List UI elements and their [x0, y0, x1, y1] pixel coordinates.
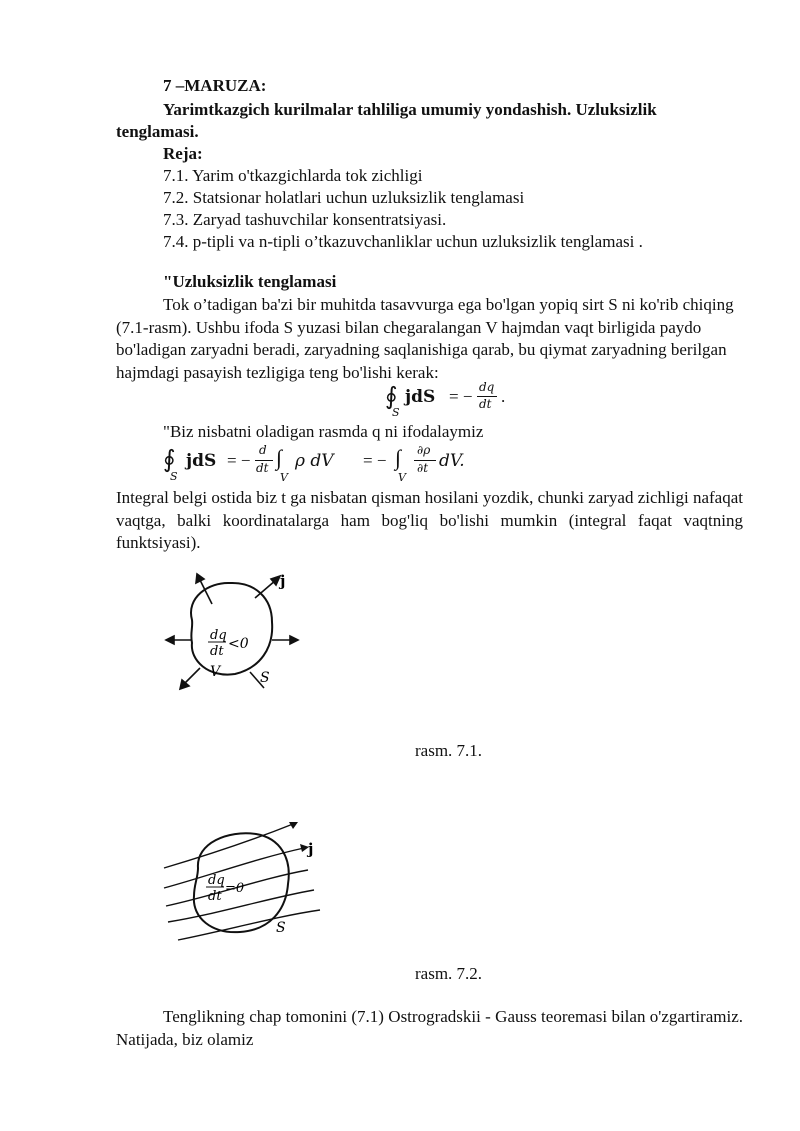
lecture-number: 7 –MARUZA:: [163, 76, 267, 95]
fraction-denominator: dt: [256, 461, 269, 475]
plan-item: 7.4. p-tipli va n-tipli o’tkazuvchanliklar uchun uzluksizlik tenglamasi .: [163, 232, 643, 251]
integral-subscript: V: [280, 471, 288, 484]
integral-subscript: V: [398, 471, 406, 484]
equation-sign: = −: [227, 451, 251, 470]
section-heading: "Uzluksizlik tenglamasi: [163, 272, 337, 291]
paragraph: Integral belgi ostida biz t ga nisbatan qisman hosilani yozdik, chunki zaryad zichligi nafaqat vaqtga, balki koordinatalarga ham bog'liq bo'lishi mumkin (integral faqat vaqtning funktsiyasi).: [116, 488, 743, 552]
figure-label-dq: dq: [208, 873, 225, 888]
flux-arrow: [255, 580, 276, 598]
paragraph: Tok o’tadigan ba'zi bir muhitda tasavvurga ega bo'lgan yopiq sirt S ni ko'rib chiqing (7.1-rasm). Ushbu ifoda S yuzasi bilan chegaralangan V hajmdan vaqt birligida paydo bo'ladigan zaryadni beradi, zaryadning saqlanishiga qarab, bu qiymat zaryadning berilgan hajmdagi pasayish tezligiga teng bo'lishi kerak:: [116, 295, 734, 382]
lecture-title: Yarimtkazgich kurilmalar tahliliga umumiy yondashish. Uzluksizlik: [163, 100, 657, 119]
figure-label-condition: =0: [225, 881, 245, 896]
integral-subscript: S: [392, 406, 400, 419]
flux-arrow: [184, 668, 200, 684]
plan-item: 7.2. Statsionar holatlari uchun uzluksizlik tenglamasi: [163, 188, 525, 207]
figure-7-1: [160, 568, 300, 698]
current-line: [178, 910, 320, 940]
integrand: dV.: [439, 451, 465, 471]
equation-sign: = −: [363, 451, 387, 470]
fraction-denominator: ∂t: [417, 461, 429, 475]
current-line: [164, 824, 293, 868]
figure-label-dq: dq: [210, 628, 227, 643]
closed-surface-outline: [191, 583, 272, 675]
contour-integral-sign: ∮: [163, 447, 176, 473]
integral-subscript: S: [170, 470, 178, 483]
figure-label-s: S: [276, 920, 286, 936]
figure-label-v: V: [210, 664, 221, 680]
figure-7-2: [158, 818, 328, 946]
integral-sign: ∫: [395, 445, 402, 470]
paragraph: Tenglikning chap tomonini (7.1) Ostrogradskii - Gauss teoremasi bilan o'zgartiramiz. Natijada, biz olamiz: [116, 1007, 743, 1049]
fraction-numerator: ∂ρ: [417, 443, 431, 457]
equation-lhs: jdS: [405, 387, 436, 407]
equation-lhs: jdS: [186, 451, 217, 471]
figure-caption: rasm. 7.2.: [415, 964, 483, 983]
plan-item: 7.3. Zaryad tashuvchilar konsentratsiyasi.: [163, 210, 447, 229]
equation-sign: = −: [449, 387, 473, 406]
lecture-title-cont: tenglamasi.: [116, 122, 199, 141]
arrow-head: [196, 574, 204, 583]
fraction-denominator: dt: [479, 397, 492, 411]
fraction-numerator: dq: [479, 380, 495, 394]
plan-item: 7.1. Yarim o'tkazgichlarda tok zichligi: [163, 166, 423, 185]
figure-label-s: S: [260, 670, 270, 686]
integrand: ρ dV: [295, 451, 334, 471]
fraction-numerator: d: [259, 443, 267, 457]
arrow-head: [166, 636, 174, 644]
paragraph: "Biz nisbatni oladigan rasmda q ni ifodalaymiz: [163, 422, 484, 441]
figure-label-condition: <0: [228, 636, 249, 652]
figure-label-j: j: [308, 840, 314, 858]
figure-label-j: j: [280, 572, 286, 590]
equation-1: [385, 380, 525, 420]
arrow-head: [290, 636, 298, 644]
figure-label-dt: dt: [210, 644, 224, 659]
integral-sign: ∫: [276, 445, 283, 470]
equation-end: .: [501, 387, 506, 406]
contour-integral-sign: ∮: [385, 384, 398, 410]
figure-label-dt: dt: [208, 889, 222, 904]
equation-2: [163, 443, 483, 487]
plan-label: Reja:: [163, 144, 203, 163]
figure-caption: rasm. 7.1.: [415, 741, 483, 760]
